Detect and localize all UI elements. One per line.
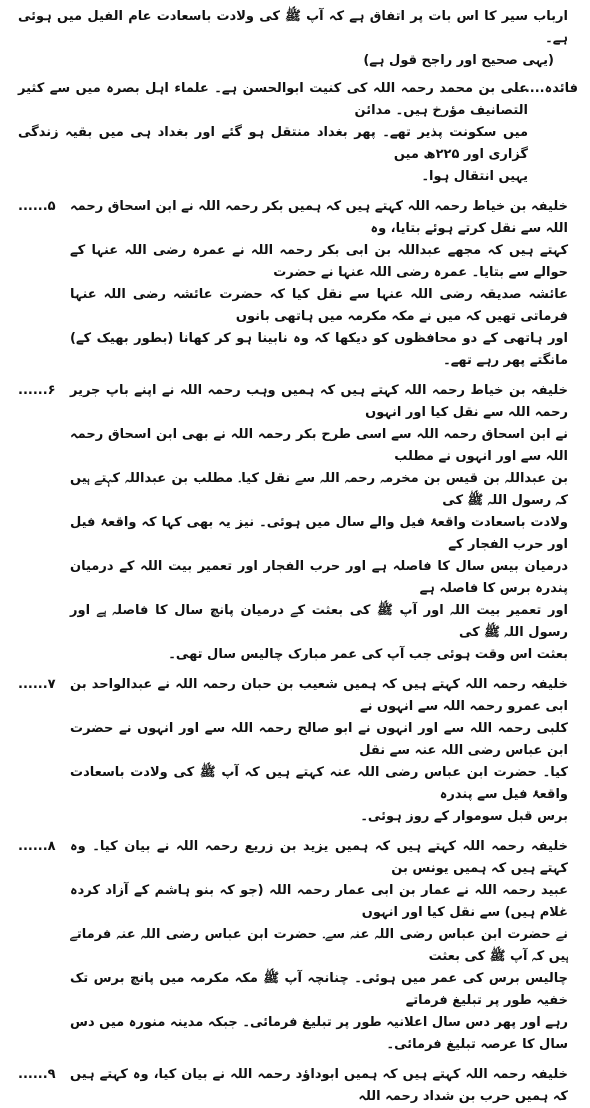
note-label: فائدہ......: [514, 81, 578, 96]
text-line: علی بن محمد رحمہ اللہ کی کنیت ابوالحسن ہے۔ علماء اہل بصرہ میں سے کثیر التصانیف مؤرخ ہیں۔ مدائن: [18, 81, 528, 118]
text-line: یہیں انتقال ہوا۔: [421, 169, 528, 184]
text-line: عبید رحمہ اللہ نے عمار بن ابی عمار رحمہ اللہ (جو کہ بنو ہاشم کے آزاد کردہ غلام ہیں) سے نقل کیا اور انہوں: [70, 883, 568, 920]
text-line: بن عبداللہ بن قیس بن مخرمہ رحمہ اللہ سے نقل کیا۔ مطلب بن عبداللہ کہتے ہیں کہ رسول اللہ ﷺ کی: [70, 471, 568, 508]
note-paragraph: [18, 78, 578, 188]
text-line: میں سکونت پذیر تھے۔ پھر بغداد منتقل ہو گئے اور بغداد ہی میں بقیہ زندگی گزاری اور ۲۲۵ھ میں: [18, 125, 528, 162]
text-line: کیا۔ حضرت ابن عباس رضی اللہ عنہ کہتے ہیں کہ آپ ﷺ کی ولادت باسعادت واقعۂ فیل سے پندرہ: [70, 765, 568, 802]
text-line: چالیس برس کی عمر میں ہوئی۔ چنانچہ آپ ﷺ مکہ مکرمہ میں پانچ برس تک خفیہ طور پر تبلیغ فرماتے: [70, 971, 568, 1008]
numbered-paragraph-7: [18, 674, 568, 828]
text-line: نے حضرت ابن عباس رضی اللہ عنہ سے۔ حضرت ابن عباس رضی اللہ عنہ فرماتے ہیں کہ آپ ﷺ کی بعثت: [70, 927, 568, 964]
text-line: خلیفہ رحمہ اللہ کہتے ہیں کہ ہمیں شعیب بن حبان رحمہ اللہ نے عبدالواحد بن ابی عمرو رحمہ اللہ سے انہوں نے: [70, 677, 568, 714]
text-line: بعثت اس وقت ہوئی جب آپ کی عمر مبارک چالیس سال تھی۔: [168, 647, 568, 662]
numbered-paragraph-9: [18, 1064, 568, 1108]
numbered-paragraph-8: [18, 836, 568, 1056]
text-line: اور ہاتھی کے دو محافظوں کو دیکھا کہ وہ نابینا ہو کر کھانا (بطور بھیک کے) مانگتے پھر رہے تھے۔: [70, 331, 568, 368]
paragraph-number: ......۷: [18, 677, 56, 692]
numbered-paragraph-5: [18, 196, 568, 372]
intro-paragraph: [18, 6, 568, 72]
text-line: کلبی رحمہ اللہ سے اور انہوں نے ابو صالح رحمہ اللہ سے اور انہوں نے حضرت ابن عباس رضی اللہ عنہ سے نقل: [70, 721, 568, 758]
text-line: نے ابن اسحاق رحمہ اللہ سے اسی طرح بکر رحمہ اللہ نے بھی ابن اسحاق رحمہ اللہ سے اور انہوں نے مطلب: [70, 427, 568, 464]
paragraph-number: ......۶: [18, 383, 56, 398]
paragraph-number: ......۸: [18, 839, 56, 854]
text-line: برس قبل سوموار کے روز ہوئی۔: [360, 809, 568, 824]
text-line: ارباب سیر کا اس بات پر اتفاق ہے کہ آپ ﷺ کی ولادت باسعادت عام الفیل میں ہوئی ہے۔: [18, 9, 568, 46]
text-line: خلیفہ بن خیاط رحمہ اللہ کہتے ہیں کہ ہمیں بکر رحمہ اللہ نے ابن اسحاق رحمہ اللہ سے نقل کرتے ہوئے بتایا، وہ: [70, 199, 568, 236]
numbered-paragraph-6: [18, 380, 568, 666]
text-line: خلیفہ بن خیاط رحمہ اللہ کہتے ہیں کہ ہمیں وہب رحمہ اللہ نے اپنے باپ جریر رحمہ اللہ سے نقل کیا اور انہوں: [70, 383, 568, 420]
text-line: درمیان بیس سال کا فاصلہ ہے اور حرب الفجار اور تعمیر بیت اللہ کے درمیان پندرہ برس کا فاصلہ ہے: [70, 559, 568, 596]
text-line: اور تعمیر بیت اللہ اور آپ ﷺ کی بعثت کے درمیان پانچ سال کا فاصلہ ہے اور رسول اللہ ﷺ کی: [70, 603, 568, 640]
text-line: کہتے ہیں کہ مجھے عبداللہ بن ابی بکر رحمہ اللہ نے عمرہ رضی اللہ عنہا کے حوالے سے بتایا۔ عمرہ رضی اللہ عنہا نے حضرت: [70, 243, 568, 280]
text-line: ولادت باسعادت واقعۂ فیل والے سال میں ہوئی۔ نیز یہ بھی کہا کہ واقعۂ فیل اور حرب الفجار کے: [70, 515, 568, 552]
text-line: عائشہ صدیقہ رضی اللہ عنہا سے نقل کیا کہ حضرت عائشہ رضی اللہ عنہا فرماتی تھیں کہ میں نے مکہ مکرمہ میں ہاتھی بانوں: [70, 287, 568, 324]
text-line: رہے اور پھر دس سال اعلانیہ طور پر تبلیغ فرمائی۔ جبکہ مدینہ منورہ میں دس سال کا عرصہ تبلیغ فرمائی۔: [70, 1015, 568, 1052]
text-line: خلیفہ رحمہ اللہ کہتے ہیں کہ ہمیں ابوداؤد رحمہ اللہ نے بیان کیا، وہ کہتے ہیں کہ ہمیں حرب بن شداد رحمہ اللہ: [70, 1067, 568, 1104]
paragraph-number: ......۹: [18, 1067, 56, 1082]
paragraph-number: ......۵: [18, 199, 56, 214]
text-line: خلیفہ رحمہ اللہ کہتے ہیں کہ ہمیں یزید بن زریع رحمہ اللہ نے بیان کیا۔ وہ کہتے ہیں کہ ہمیں یونس بن: [70, 839, 568, 876]
text-line: (یہی صحیح اور راجح قول ہے): [363, 53, 554, 68]
